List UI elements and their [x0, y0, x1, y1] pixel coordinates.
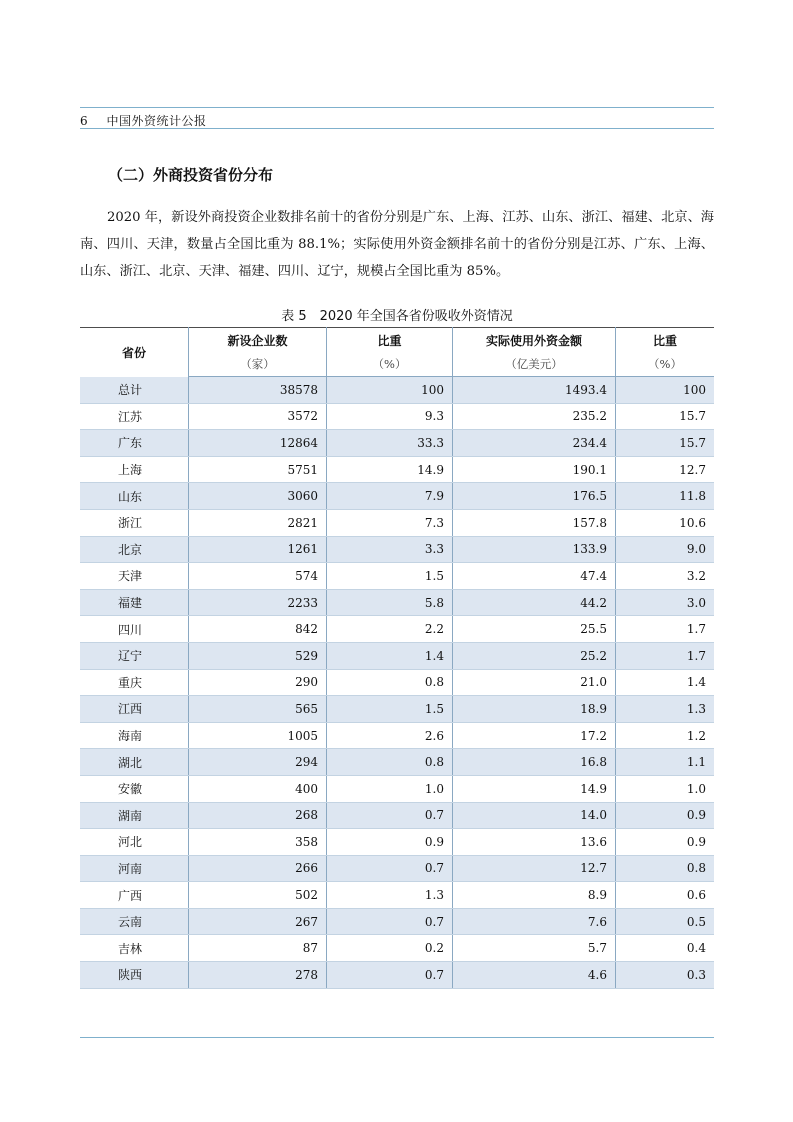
table-row: [80, 483, 714, 510]
col-header-province: 省份: [80, 328, 189, 377]
cell-new-enterprises: 268: [189, 802, 327, 829]
cell-new-enterprises: 1005: [189, 722, 327, 749]
table-row: [80, 536, 714, 563]
cell-new-enterprises: 87: [189, 935, 327, 962]
cell-new-enterprises: 2821: [189, 509, 327, 536]
cell-province: 浙江: [80, 509, 189, 536]
publication-title: 中国外资统计公报: [106, 114, 207, 128]
footer-rule: [80, 1037, 714, 1038]
cell-fdi-amount: 4.6: [453, 962, 616, 989]
table-row: [80, 855, 714, 882]
cell-province: 福建: [80, 589, 189, 616]
table-row: [80, 563, 714, 590]
table-row: [80, 962, 714, 989]
cell-fdi-amount: 176.5: [453, 483, 616, 510]
cell-share-enterprises: 1.0: [327, 775, 453, 802]
body-paragraph: 2020 年，新设外商投资企业数排名前十的省份分别是广东、上海、江苏、山东、浙江、福建、北京、海南、四川、天津，数量占全国比重为 88.1%；实际使用外资金额排名前十的省份分别是江苏、广东、上海、山东、浙江、北京、天津、福建、四川、辽宁，规模占全国比重为 85%。: [80, 210, 714, 279]
cell-share-enterprises: 1.5: [327, 696, 453, 723]
cell-fdi-amount: 17.2: [453, 722, 616, 749]
cell-share-enterprises: 7.9: [327, 483, 453, 510]
cell-new-enterprises: 38578: [189, 377, 327, 404]
cell-share-enterprises: 33.3: [327, 430, 453, 457]
table-row: [80, 642, 714, 669]
cell-share-fdi: 0.3: [616, 962, 715, 989]
cell-share-fdi: 0.9: [616, 829, 715, 856]
cell-new-enterprises: 5751: [189, 456, 327, 483]
cell-share-enterprises: 14.9: [327, 456, 453, 483]
cell-share-fdi: 0.4: [616, 935, 715, 962]
table-row: [80, 377, 714, 404]
header-rule-top: [80, 107, 714, 108]
cell-fdi-amount: 7.6: [453, 908, 616, 935]
cell-new-enterprises: 574: [189, 563, 327, 590]
table-row: [80, 775, 714, 802]
cell-province: 安徽: [80, 775, 189, 802]
cell-fdi-amount: 133.9: [453, 536, 616, 563]
cell-new-enterprises: 529: [189, 642, 327, 669]
cell-fdi-amount: 47.4: [453, 563, 616, 590]
col-header-share-fdi: 比重: [616, 328, 715, 353]
cell-share-enterprises: 100: [327, 377, 453, 404]
page-header: [80, 112, 220, 129]
cell-share-enterprises: 1.3: [327, 882, 453, 909]
cell-share-fdi: 0.5: [616, 908, 715, 935]
cell-share-enterprises: 0.7: [327, 908, 453, 935]
cell-share-enterprises: 2.2: [327, 616, 453, 643]
cell-share-fdi: 1.7: [616, 642, 715, 669]
table-row: [80, 669, 714, 696]
cell-share-fdi: 0.6: [616, 882, 715, 909]
page-number: 6: [80, 114, 89, 128]
cell-share-fdi: 11.8: [616, 483, 715, 510]
cell-new-enterprises: 267: [189, 908, 327, 935]
cell-share-enterprises: 0.7: [327, 855, 453, 882]
cell-province: 上海: [80, 456, 189, 483]
table-row: [80, 430, 714, 457]
cell-share-fdi: 15.7: [616, 430, 715, 457]
cell-fdi-amount: 14.9: [453, 775, 616, 802]
cell-share-enterprises: 0.8: [327, 669, 453, 696]
table-row: [80, 908, 714, 935]
cell-province: 重庆: [80, 669, 189, 696]
cell-new-enterprises: 294: [189, 749, 327, 776]
cell-share-enterprises: 0.7: [327, 962, 453, 989]
cell-province: 四川: [80, 616, 189, 643]
cell-fdi-amount: 235.2: [453, 403, 616, 430]
unit-enterprises: （家）: [189, 352, 327, 377]
cell-share-enterprises: 5.8: [327, 589, 453, 616]
cell-share-fdi: 0.8: [616, 855, 715, 882]
cell-share-fdi: 9.0: [616, 536, 715, 563]
cell-share-enterprises: 7.3: [327, 509, 453, 536]
cell-new-enterprises: 278: [189, 962, 327, 989]
cell-fdi-amount: 157.8: [453, 509, 616, 536]
cell-share-fdi: 0.9: [616, 802, 715, 829]
table-row: [80, 589, 714, 616]
cell-new-enterprises: 3060: [189, 483, 327, 510]
unit-share-fdi: （%）: [616, 352, 715, 377]
cell-share-fdi: 1.3: [616, 696, 715, 723]
cell-fdi-amount: 190.1: [453, 456, 616, 483]
cell-new-enterprises: 565: [189, 696, 327, 723]
cell-fdi-amount: 21.0: [453, 669, 616, 696]
cell-province: 北京: [80, 536, 189, 563]
cell-share-fdi: 1.4: [616, 669, 715, 696]
cell-province: 天津: [80, 563, 189, 590]
cell-new-enterprises: 1261: [189, 536, 327, 563]
cell-province: 山东: [80, 483, 189, 510]
cell-share-enterprises: 0.2: [327, 935, 453, 962]
province-fdi-table: [80, 327, 714, 989]
cell-fdi-amount: 44.2: [453, 589, 616, 616]
cell-fdi-amount: 234.4: [453, 430, 616, 457]
cell-share-fdi: 3.0: [616, 589, 715, 616]
cell-share-enterprises: 3.3: [327, 536, 453, 563]
col-header-share-enterprises: 比重: [327, 328, 453, 353]
cell-new-enterprises: 502: [189, 882, 327, 909]
cell-share-enterprises: 1.4: [327, 642, 453, 669]
table-row: [80, 935, 714, 962]
cell-fdi-amount: 8.9: [453, 882, 616, 909]
col-header-new-enterprises: 新设企业数: [189, 328, 327, 353]
cell-fdi-amount: 25.2: [453, 642, 616, 669]
cell-new-enterprises: 358: [189, 829, 327, 856]
header-rule-bottom: [80, 128, 714, 129]
cell-province: 湖南: [80, 802, 189, 829]
cell-province: 辽宁: [80, 642, 189, 669]
cell-share-fdi: 1.1: [616, 749, 715, 776]
cell-new-enterprises: 266: [189, 855, 327, 882]
table-row: [80, 829, 714, 856]
cell-share-fdi: 100: [616, 377, 715, 404]
cell-share-enterprises: 2.6: [327, 722, 453, 749]
section-title: （二）外商投资省份分布: [108, 166, 274, 184]
cell-fdi-amount: 18.9: [453, 696, 616, 723]
cell-fdi-amount: 5.7: [453, 935, 616, 962]
cell-province: 湖北: [80, 749, 189, 776]
cell-fdi-amount: 13.6: [453, 829, 616, 856]
table-row: [80, 403, 714, 430]
cell-fdi-amount: 12.7: [453, 855, 616, 882]
cell-fdi-amount: 1493.4: [453, 377, 616, 404]
cell-share-enterprises: 1.5: [327, 563, 453, 590]
cell-province: 海南: [80, 722, 189, 749]
cell-share-fdi: 1.7: [616, 616, 715, 643]
cell-province: 江西: [80, 696, 189, 723]
cell-share-enterprises: 0.8: [327, 749, 453, 776]
unit-fdi-amount: （亿美元）: [453, 352, 616, 377]
cell-fdi-amount: 25.5: [453, 616, 616, 643]
table-row: [80, 802, 714, 829]
table-row: [80, 456, 714, 483]
cell-province: 吉林: [80, 935, 189, 962]
table-row: [80, 509, 714, 536]
table-row: [80, 882, 714, 909]
cell-fdi-amount: 14.0: [453, 802, 616, 829]
cell-province: 云南: [80, 908, 189, 935]
cell-new-enterprises: 290: [189, 669, 327, 696]
cell-share-fdi: 3.2: [616, 563, 715, 590]
cell-share-fdi: 12.7: [616, 456, 715, 483]
table-row: [80, 616, 714, 643]
cell-province: 广东: [80, 430, 189, 457]
cell-province: 陕西: [80, 962, 189, 989]
cell-share-fdi: 15.7: [616, 403, 715, 430]
table-row: [80, 696, 714, 723]
cell-new-enterprises: 842: [189, 616, 327, 643]
cell-province: 总计: [80, 377, 189, 404]
cell-share-fdi: 1.2: [616, 722, 715, 749]
cell-new-enterprises: 3572: [189, 403, 327, 430]
col-header-fdi-amount: 实际使用外资金额: [453, 328, 616, 353]
cell-province: 河南: [80, 855, 189, 882]
cell-fdi-amount: 16.8: [453, 749, 616, 776]
table-row: [80, 749, 714, 776]
cell-share-enterprises: 0.7: [327, 802, 453, 829]
cell-share-enterprises: 9.3: [327, 403, 453, 430]
cell-new-enterprises: 2233: [189, 589, 327, 616]
cell-new-enterprises: 12864: [189, 430, 327, 457]
table-title: 表 5 2020 年全国各省份吸收外资情况: [281, 309, 513, 324]
table-row: [80, 722, 714, 749]
cell-share-fdi: 10.6: [616, 509, 715, 536]
cell-share-enterprises: 0.9: [327, 829, 453, 856]
unit-share-enterprises: （%）: [327, 352, 453, 377]
cell-province: 河北: [80, 829, 189, 856]
cell-share-fdi: 1.0: [616, 775, 715, 802]
cell-province: 江苏: [80, 403, 189, 430]
cell-new-enterprises: 400: [189, 775, 327, 802]
cell-province: 广西: [80, 882, 189, 909]
